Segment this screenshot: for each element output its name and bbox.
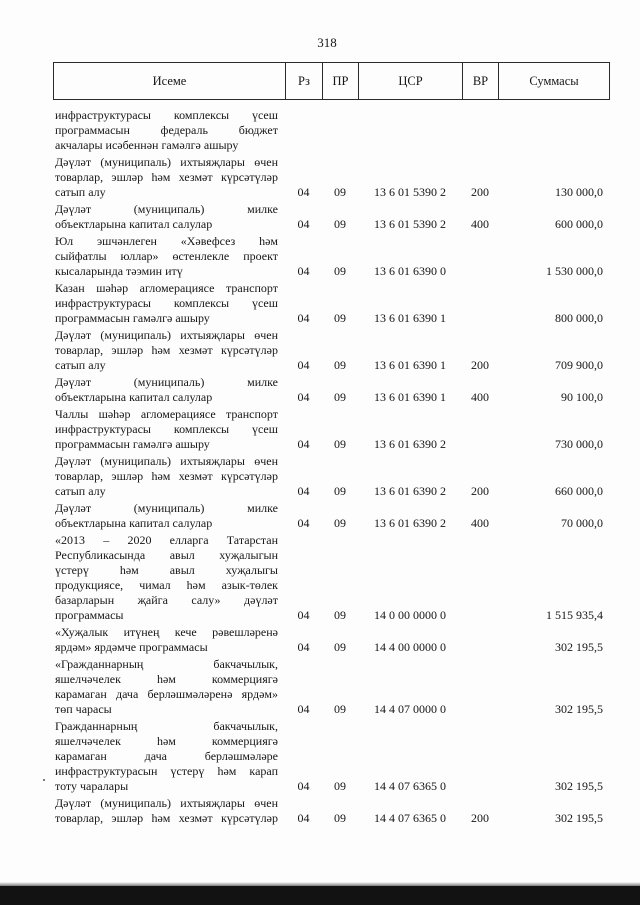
row-name-line: инфраструктурасын үстерү һәм карап bbox=[55, 764, 278, 778]
cell-pr: 09 bbox=[334, 437, 346, 451]
table-row bbox=[53, 232, 610, 279]
row-name-line: товарлар, эшләр һәм хезмәт күрсәтүләр bbox=[55, 469, 278, 483]
scan-edge-bar bbox=[0, 886, 640, 905]
cell-csr: 13 6 01 6390 2 bbox=[374, 437, 446, 451]
cell-csr: 13 6 01 6390 1 bbox=[374, 311, 446, 325]
cell-pr: 09 bbox=[334, 358, 346, 372]
cell-csr: 13 6 01 5390 2 bbox=[374, 185, 446, 199]
row-name-line: объектларына капитал салулар bbox=[55, 516, 213, 530]
cell-sum: 800 000,0 bbox=[555, 311, 603, 325]
cell-rz: 04 bbox=[297, 779, 310, 793]
row-name-line: программасын федераль бюджет bbox=[55, 123, 278, 137]
row-name-line: товарлар, эшләр һәм хезмәт күрсәтүләр bbox=[55, 170, 278, 184]
row-name-line: Республикасында авыл хуҗалыгын bbox=[55, 548, 278, 562]
row-name-line: сатып алу bbox=[55, 484, 106, 498]
table-row bbox=[53, 326, 610, 373]
row-name-line: яшелчәчелек һәм коммерциягә bbox=[55, 734, 278, 748]
row-name bbox=[53, 657, 285, 717]
row-name bbox=[53, 625, 285, 655]
cell-sum: 730 000,0 bbox=[555, 437, 603, 451]
cell-csr: 13 6 01 6390 0 bbox=[374, 264, 446, 278]
cell-rz: 04 bbox=[297, 358, 310, 372]
cell-csr: 14 4 07 6365 0 bbox=[374, 811, 446, 825]
cell-vr: 200 bbox=[471, 484, 489, 498]
row-name-line: Дәүләт (муниципаль) ихтыяҗлары өчен bbox=[55, 328, 278, 342]
table-row bbox=[53, 279, 610, 326]
table-row bbox=[53, 794, 610, 826]
table-row bbox=[53, 717, 610, 794]
table-row bbox=[53, 373, 610, 405]
table-row bbox=[53, 531, 610, 623]
row-name-line: сатып алу bbox=[55, 358, 106, 372]
cell-rz: 04 bbox=[297, 390, 310, 404]
cell-csr: 13 6 01 5390 2 bbox=[374, 217, 446, 231]
row-name-line: инфраструктурасы комплексы үсеш bbox=[55, 422, 278, 436]
row-name-line: карамаган дача берләшмәләренә ярдәм» bbox=[55, 687, 278, 701]
cell-sum: 302 195,5 bbox=[555, 702, 603, 716]
row-name-line: объектларына капитал салулар bbox=[55, 390, 213, 404]
row-name bbox=[53, 281, 285, 326]
table-row bbox=[53, 452, 610, 499]
row-name-line: «Гражданнарның бакчачылык, bbox=[55, 657, 278, 671]
cell-rz: 04 bbox=[297, 640, 310, 654]
header-vr: ВР bbox=[462, 62, 498, 100]
cell-vr: 400 bbox=[471, 516, 489, 530]
cell-sum: 302 195,5 bbox=[555, 779, 603, 793]
cell-csr: 13 6 01 6390 2 bbox=[374, 516, 446, 530]
cell-pr: 09 bbox=[334, 484, 346, 498]
row-name-line: Юл эшчәнлеген «Хәвефсез һәм bbox=[55, 234, 278, 248]
cell-vr: 200 bbox=[471, 358, 489, 372]
cell-sum: 660 000,0 bbox=[555, 484, 603, 498]
row-name-line: Дәүләт (муниципаль) милке bbox=[55, 501, 278, 515]
row-name-line: «Хуҗалык итүнең кече рәвешләренә bbox=[55, 625, 278, 639]
row-name-line: карамаган дача берләшмәләре bbox=[55, 749, 278, 763]
header-csr: ЦСР bbox=[358, 62, 462, 100]
row-name-line: объектларына капитал салулар bbox=[55, 217, 213, 231]
row-name-line: программасын гамәлгә ашыру bbox=[55, 311, 210, 325]
cell-sum: 1 515 935,4 bbox=[546, 608, 603, 622]
cell-pr: 09 bbox=[334, 702, 346, 716]
cell-rz: 04 bbox=[297, 217, 310, 231]
cell-pr: 09 bbox=[334, 311, 346, 325]
cell-rz: 04 bbox=[297, 484, 310, 498]
row-name bbox=[53, 328, 285, 373]
cell-vr: 200 bbox=[471, 185, 489, 199]
row-name-line: үстерү һәм авыл хуҗалыгы bbox=[55, 563, 278, 577]
row-name-line: инфраструктурасы комплексы үсеш bbox=[55, 296, 278, 310]
row-name bbox=[53, 407, 285, 452]
cell-rz: 04 bbox=[297, 437, 310, 451]
row-name-line: Дәүләт (муниципаль) ихтыяҗлары өчен bbox=[55, 796, 278, 810]
cell-rz: 04 bbox=[297, 702, 310, 716]
cell-pr: 09 bbox=[334, 390, 346, 404]
row-name-line: сатып алу bbox=[55, 185, 106, 199]
cell-pr: 09 bbox=[334, 811, 346, 825]
cell-sum: 302 195,5 bbox=[555, 811, 603, 825]
cell-rz: 04 bbox=[297, 811, 310, 825]
row-name-line: Дәүләт (муниципаль) ихтыяҗлары өчен bbox=[55, 454, 278, 468]
row-name-line: Дәүләт (муниципаль) милке bbox=[55, 202, 278, 216]
cell-csr: 13 6 01 6390 1 bbox=[374, 390, 446, 404]
table-body bbox=[53, 106, 610, 826]
cell-pr: 09 bbox=[334, 217, 346, 231]
table-header bbox=[53, 62, 610, 100]
row-name-line: программасын гамәлгә ашыру bbox=[55, 437, 210, 451]
cell-sum: 130 000,0 bbox=[555, 185, 603, 199]
row-name bbox=[53, 108, 285, 153]
row-name bbox=[53, 202, 285, 232]
table-row bbox=[53, 200, 610, 232]
cell-csr: 13 6 01 6390 1 bbox=[374, 358, 446, 372]
header-sum: Суммасы bbox=[498, 62, 610, 100]
row-name bbox=[53, 719, 285, 794]
row-name-line: ярдәм» ярдәмче программасы bbox=[55, 640, 208, 654]
row-name-line: сыйфатлы юллар» өстенлекле проект bbox=[55, 249, 278, 263]
cell-rz: 04 bbox=[297, 516, 310, 530]
row-name-line: Дәүләт (муниципаль) милке bbox=[55, 375, 278, 389]
row-name bbox=[53, 375, 285, 405]
scan-speck bbox=[43, 779, 45, 781]
row-name bbox=[53, 796, 285, 826]
cell-vr: 200 bbox=[471, 811, 489, 825]
row-name bbox=[53, 533, 285, 623]
cell-rz: 04 bbox=[297, 185, 310, 199]
cell-csr: 14 4 07 6365 0 bbox=[374, 779, 446, 793]
cell-vr: 400 bbox=[471, 390, 489, 404]
table-row bbox=[53, 499, 610, 531]
row-name-line: яшелчәчелек һәм коммерциягә bbox=[55, 672, 278, 686]
row-name bbox=[53, 454, 285, 499]
row-name-line: төп чарасы bbox=[55, 702, 112, 716]
cell-sum: 600 000,0 bbox=[555, 217, 603, 231]
cell-csr: 14 4 07 0000 0 bbox=[374, 702, 446, 716]
row-name-line: инфраструктурасы комплексы үсеш bbox=[55, 108, 278, 122]
row-name-line: Дәүләт (муниципаль) ихтыяҗлары өчен bbox=[55, 155, 278, 169]
row-name bbox=[53, 234, 285, 279]
row-name bbox=[53, 501, 285, 531]
cell-csr: 14 4 00 0000 0 bbox=[374, 640, 446, 654]
table-row bbox=[53, 106, 610, 153]
cell-csr: 13 6 01 6390 2 bbox=[374, 484, 446, 498]
cell-pr: 09 bbox=[334, 640, 346, 654]
header-rz: Рз bbox=[285, 62, 322, 100]
cell-rz: 04 bbox=[297, 608, 310, 622]
row-name-line: «2013 – 2020 елларга Татарстан bbox=[55, 533, 278, 547]
cell-vr: 400 bbox=[471, 217, 489, 231]
cell-sum: 70 000,0 bbox=[561, 516, 603, 530]
row-name-line: кысаларында тәэмин итү bbox=[55, 264, 183, 278]
cell-pr: 09 bbox=[334, 516, 346, 530]
cell-pr: 09 bbox=[334, 185, 346, 199]
cell-csr: 14 0 00 0000 0 bbox=[374, 608, 446, 622]
cell-pr: 09 bbox=[334, 779, 346, 793]
cell-sum: 302 195,5 bbox=[555, 640, 603, 654]
cell-sum: 709 900,0 bbox=[555, 358, 603, 372]
budget-table bbox=[53, 62, 610, 826]
cell-rz: 04 bbox=[297, 264, 310, 278]
table-row bbox=[53, 153, 610, 200]
row-name-line: товарлар, эшләр һәм хезмәт күрсәтүләр bbox=[55, 343, 278, 357]
row-name-line: программасы bbox=[55, 608, 124, 622]
cell-sum: 1 530 000,0 bbox=[546, 264, 603, 278]
page-number: 318 bbox=[317, 35, 337, 50]
row-name-line: продукциясе, чимал һәм азык-төлек bbox=[55, 578, 278, 592]
table-row bbox=[53, 655, 610, 717]
row-name-line: базарларын җайга салу» дәүләт bbox=[55, 593, 278, 607]
header-name: Исеме bbox=[53, 62, 285, 100]
row-name-line: тоту чаралары bbox=[55, 779, 129, 793]
header-pr: ПР bbox=[322, 62, 358, 100]
cell-pr: 09 bbox=[334, 264, 346, 278]
row-name bbox=[53, 155, 285, 200]
cell-rz: 04 bbox=[297, 311, 310, 325]
row-name-line: Чаллы шәһәр агломерациясе транспорт bbox=[55, 407, 278, 421]
table-row bbox=[53, 623, 610, 655]
cell-pr: 09 bbox=[334, 608, 346, 622]
cell-sum: 90 100,0 bbox=[561, 390, 603, 404]
row-name-line: Казан шәһәр агломерациясе транспорт bbox=[55, 281, 278, 295]
table-row bbox=[53, 405, 610, 452]
row-name-line: товарлар, эшләр һәм хезмәт күрсәтүләр bbox=[55, 811, 278, 825]
row-name-line: акчалары исәбеннән гамәлгә ашыру bbox=[55, 138, 239, 152]
row-name-line: Гражданнарның бакчачылык, bbox=[55, 719, 278, 733]
